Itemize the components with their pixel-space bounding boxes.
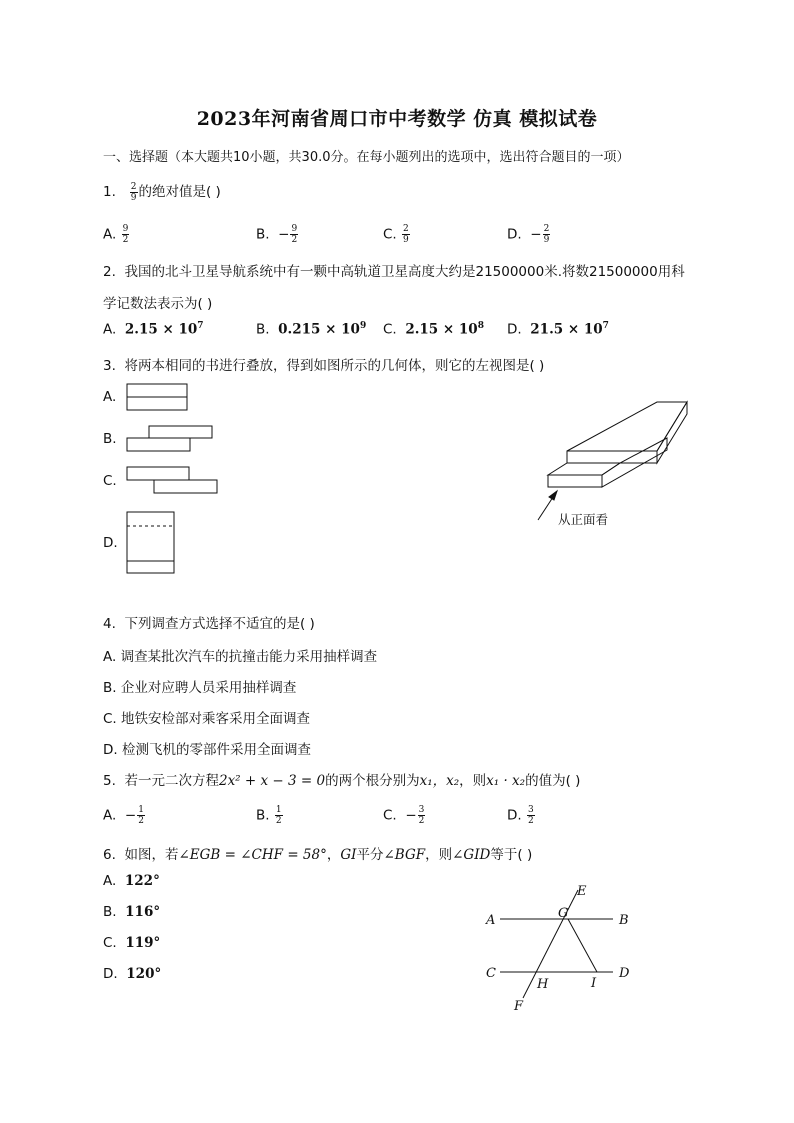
q5-option-a: A. − $\frac{1}{2}$ — [103, 805, 144, 826]
q6-option-b: B. 116° — [103, 904, 161, 920]
label-c: C — [486, 966, 496, 981]
q3-option-c-label: C. — [103, 473, 117, 489]
question-text: 的绝对值是( ) — [138, 184, 221, 200]
q2-option-a: A. $2.15 \times 10^7$ — [103, 321, 204, 338]
label-e: E — [577, 884, 587, 899]
question-3: 3. 将两本相同的书进行叠放，得到如图所示的几何体，则它的左视图是( ) — [103, 358, 545, 374]
top-book-front — [567, 451, 657, 463]
q4-option-c: C. 地铁安检部对乘客采用全面调查 — [103, 711, 311, 727]
question-2-line1: 2. 我国的北斗卫星导航系统中有一颗中高轨道卫星高度大约是21500000米.将数21500000用科 — [103, 264, 685, 280]
option-d-rect — [127, 512, 174, 573]
fraction: $\frac{2}{9}$ — [130, 181, 137, 203]
option-a-top-rect — [127, 384, 187, 397]
bottom-book-top — [548, 463, 620, 475]
q6-option-a: A. 122° — [103, 873, 160, 889]
q6-option-c: C. 119° — [103, 935, 161, 951]
q3-option-b-label: B. — [103, 431, 117, 447]
question-6: 6. 如图，若∠EGB = ∠CHF = 58°，GI平分∠BGF，则∠GID等于( ) — [103, 847, 533, 863]
option-b-bottom-rect — [127, 438, 190, 451]
q1-option-b: B. − $\frac{9}{2}$ — [256, 224, 298, 245]
q1-option-a: A. $\frac{9}{2}$ — [103, 224, 129, 245]
top-book-side — [657, 402, 687, 463]
q3-option-shapes — [120, 380, 230, 580]
label-d: D — [619, 966, 630, 981]
question-1 — [103, 180, 221, 203]
page-title: 2023年河南省周口市中考数学 仿真 模拟试卷 — [196, 108, 598, 130]
question-5: 5. 若一元二次方程2x² + x − 3 = 0的两个根分别为x₁，x₂，则x₁ · x₂的值为( ) — [103, 773, 581, 789]
q2-option-c: C. $2.15 \times 10^8$ — [383, 321, 484, 338]
view-arrow-head — [549, 491, 557, 500]
question-number: 1. — [103, 184, 116, 200]
q3-option-d-label: D. — [103, 535, 118, 551]
q4-option-a: A. 调查某批次汽车的抗撞击能力采用抽样调查 — [103, 649, 378, 665]
q5-option-c: C. − $\frac{3}{2}$ — [383, 805, 425, 826]
option-a-bottom-rect — [127, 397, 187, 410]
q2-option-b: B. $0.215 \times 10^9$ — [256, 321, 367, 338]
q5-option-b: B. $\frac{1}{2}$ — [256, 805, 282, 826]
q4-option-b: B. 企业对应聘人员采用抽样调查 — [103, 680, 297, 696]
label-a: A — [486, 913, 496, 928]
angle-figure — [480, 880, 640, 1015]
label-b: B — [619, 913, 629, 928]
label-f: F — [514, 999, 524, 1014]
bottom-book-front — [548, 475, 602, 487]
q1-option-d: D. − $\frac{2}{9}$ — [507, 224, 550, 245]
q2-option-d: D. $21.5 \times 10^7$ — [507, 321, 609, 338]
q6-option-d: D. 120° — [103, 966, 162, 982]
label-g: G — [558, 906, 569, 921]
q1-option-c: C. $\frac{2}{9}$ — [383, 224, 409, 245]
line-ef — [523, 890, 578, 998]
q4-option-d: D. 检测飞机的零部件采用全面调查 — [103, 742, 311, 758]
option-c-top-rect — [127, 467, 189, 480]
q5-option-d: D. $\frac{3}{2}$ — [507, 805, 534, 826]
option-c-bottom-rect — [154, 480, 217, 493]
books-figure — [530, 395, 700, 535]
label-h: H — [537, 977, 549, 992]
label-i: I — [591, 976, 597, 991]
q3-option-a-label: A. — [103, 389, 117, 405]
figure-caption: 从正面看 — [558, 512, 609, 527]
option-b-top-rect — [149, 426, 212, 438]
section-heading: 一、选择题（本大题共10小题，共30.0分。在每小题列出的选项中，选出符合题目的一项） — [103, 150, 630, 165]
question-2-line2: 学记数法表示为( ) — [103, 296, 213, 312]
question-4: 4. 下列调查方式选择不适宜的是( ) — [103, 616, 315, 632]
segment-gi — [568, 919, 597, 972]
